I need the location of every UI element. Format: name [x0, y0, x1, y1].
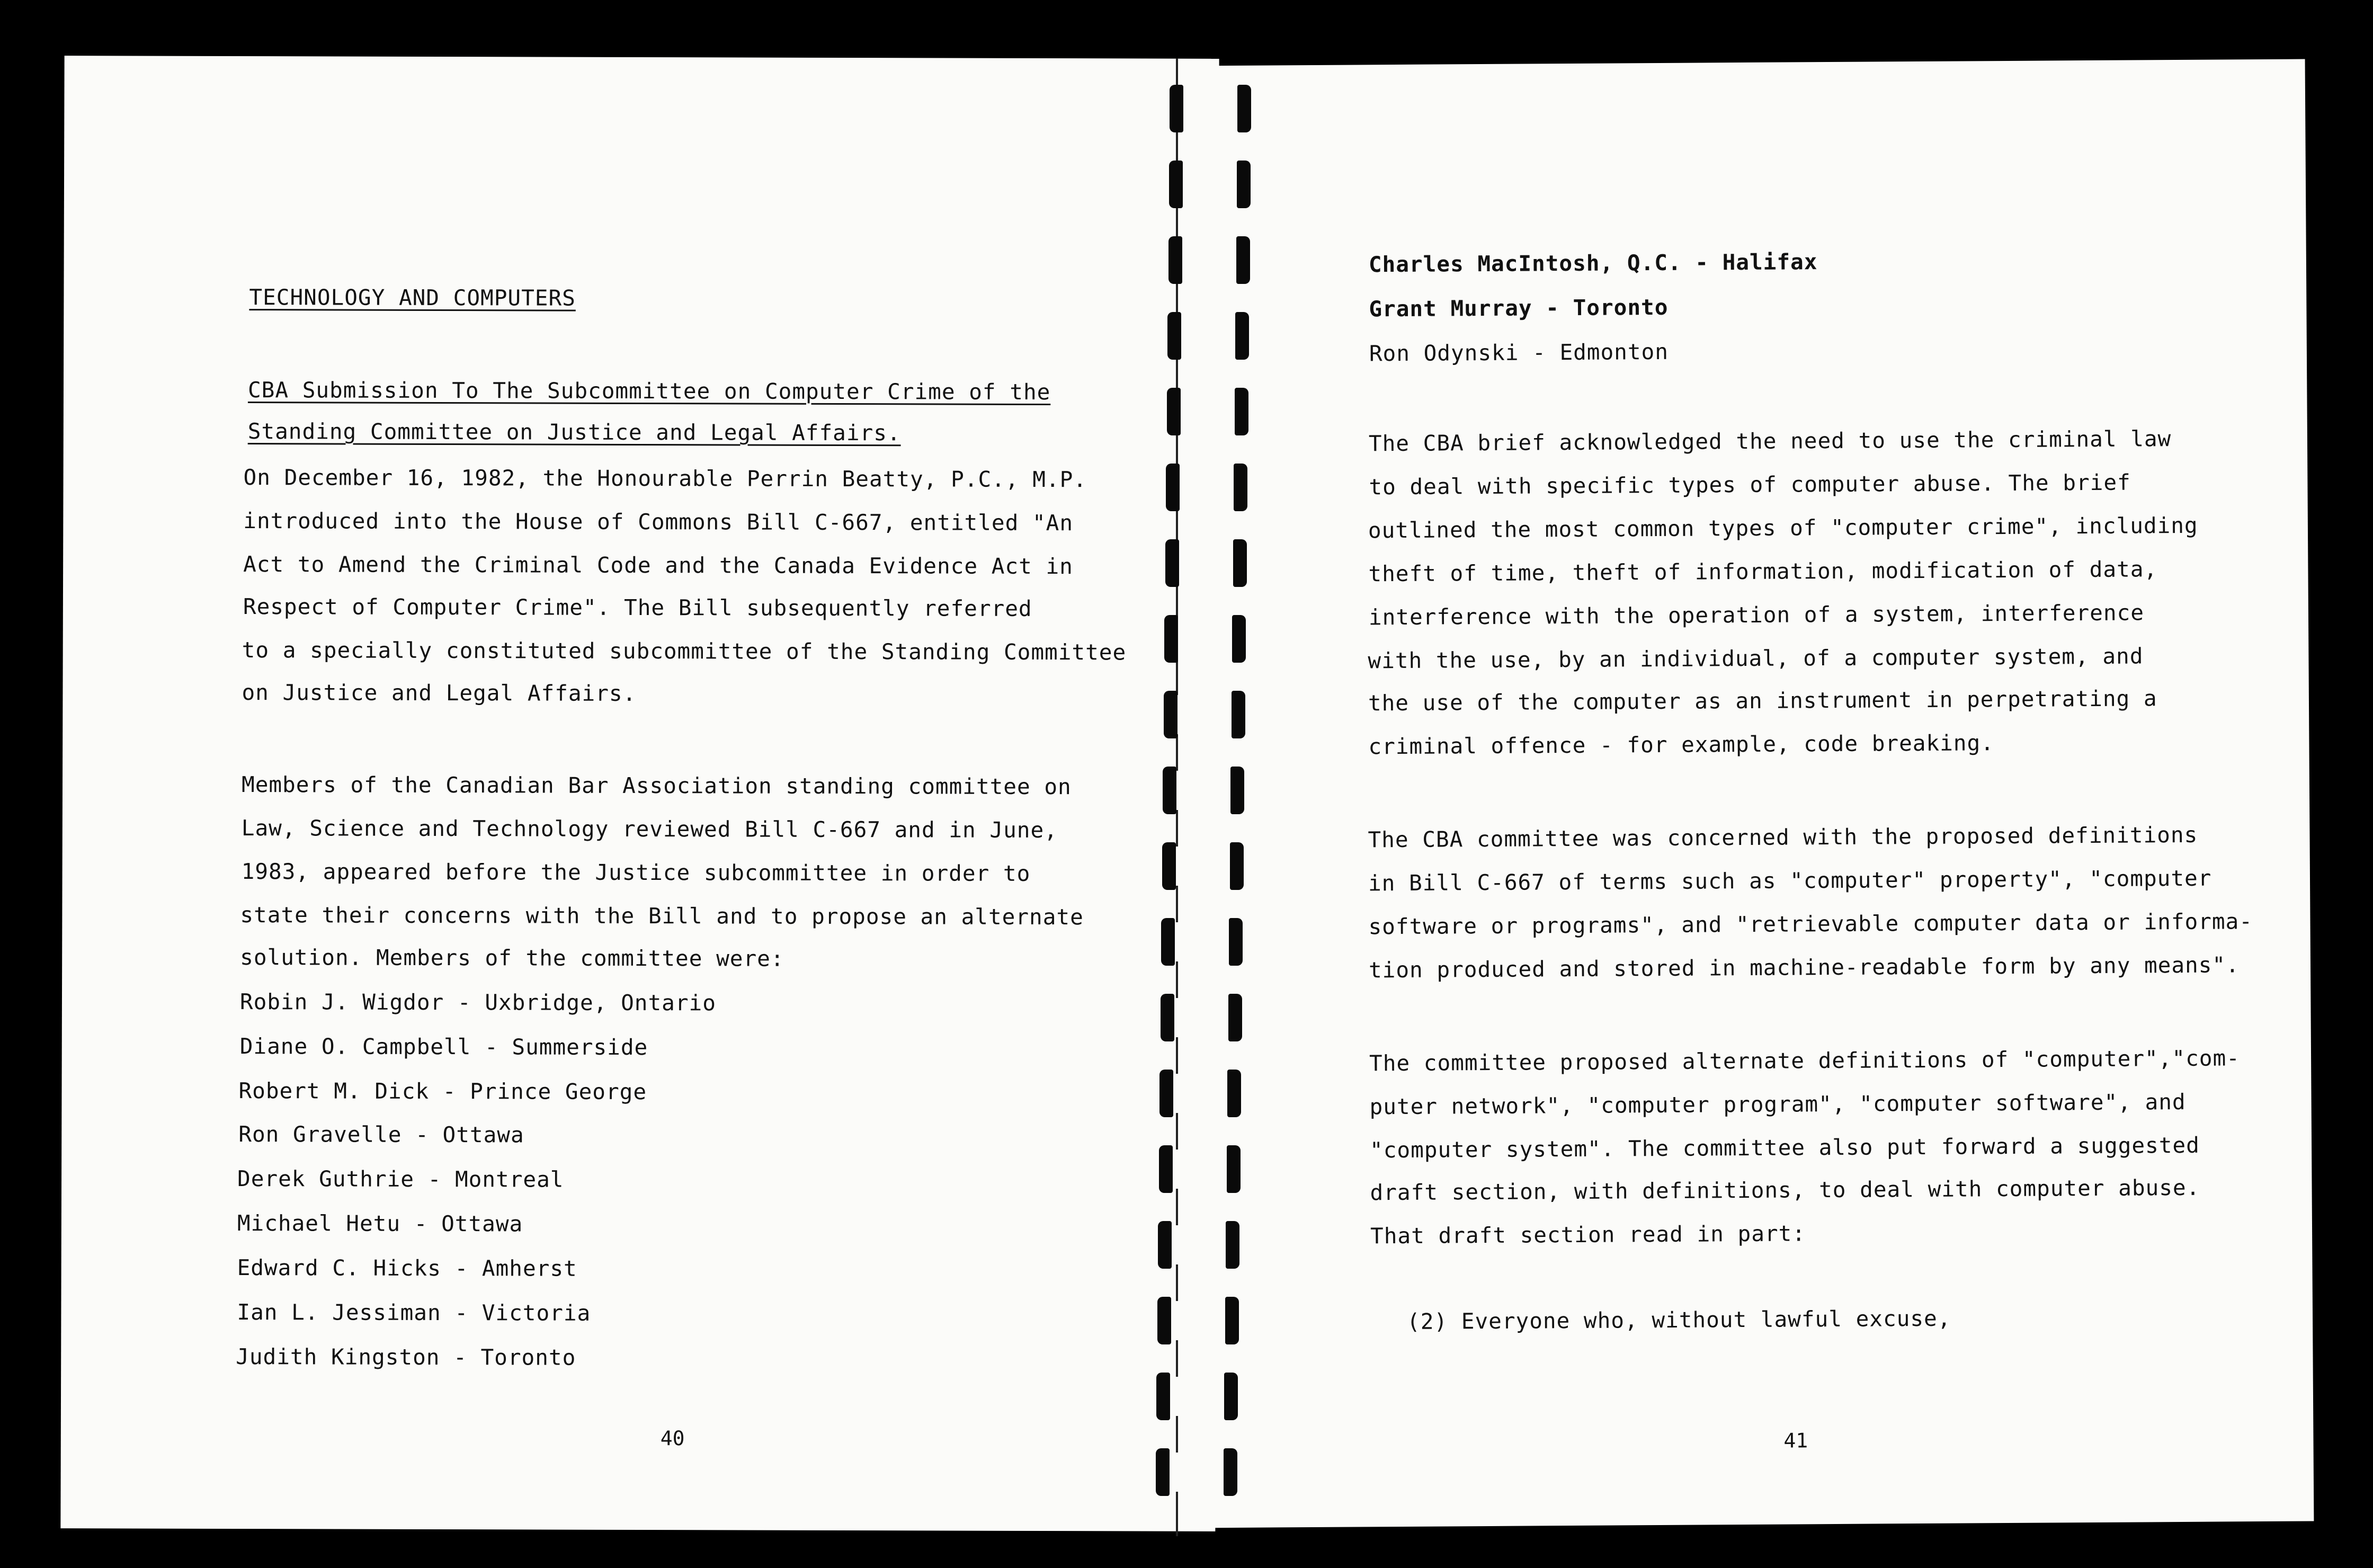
binding-coil [1152, 1373, 1242, 1420]
page-number: 40 [660, 1427, 685, 1450]
subheading-line-2: Standing Committee on Justice and Legal Affairs. [247, 418, 901, 446]
paragraph-line: interference with the operation of a system, interference [1368, 600, 2145, 630]
paragraph-line: criminal offence - for example, code breaking. [1368, 730, 1995, 760]
paragraph-line: The CBA committee was concerned with the proposed definitions [1368, 822, 2198, 853]
paragraph-line: the use of the computer as an instrument in perpetrating a [1368, 685, 2157, 716]
draft-clause: (2) Everyone who, without lawful excuse, [1406, 1305, 1951, 1334]
list-item: Charles MacIntosh, Q.C. - Halifax [1368, 249, 1818, 278]
list-item: Robin J. Wigdor - Uxbridge, Ontario [239, 989, 716, 1016]
binding-coil [1160, 615, 1250, 663]
paragraph-line: software or programs", and "retrievable computer data or informa- [1368, 908, 2253, 940]
page-number: 41 [1783, 1429, 1808, 1453]
list-item: Ron Odynski - Edmonton [1369, 338, 1669, 367]
binding-coil [1163, 312, 1253, 360]
paragraph-line: state their concerns with the Bill and to propose an alternate [240, 902, 1084, 930]
paragraph-line: The committee proposed alternate definitions of "computer","com- [1369, 1045, 2240, 1076]
binding-coil [1156, 994, 1246, 1041]
list-item: Robert M. Dick - Prince George [238, 1078, 647, 1105]
list-item: Michael Hetu - Ottawa [237, 1210, 523, 1237]
paragraph-line: introduced into the House of Commons Bill C-667, entitled "An [243, 508, 1074, 536]
paragraph-line: to a specially constituted subcommittee of the Standing Committee [242, 637, 1127, 665]
paragraph-line: in Bill C-667 of terms such as "computer" property", "computer [1368, 865, 2212, 896]
binding-coil [1154, 1221, 1244, 1269]
paragraph-line: solution. Members of the committee were: [240, 945, 784, 972]
binding-coil [1164, 236, 1254, 284]
paragraph-line: puter network", "computer program", "computer software", and [1369, 1089, 2186, 1120]
paragraph-line: on Justice and Legal Affairs. [242, 680, 637, 706]
list-item: Diane O. Campbell - Summerside [239, 1034, 648, 1061]
binding-coil [1155, 1070, 1245, 1117]
spiral-binding [1139, 64, 1245, 1536]
paragraph-line: Law, Science and Technology reviewed Bill C-667 and in June, [241, 815, 1058, 843]
binding-coil [1157, 918, 1247, 966]
subheading-line-1: CBA Submission To The Subcommittee on Computer Crime of the [247, 377, 1051, 405]
paragraph-line: outlined the most common types of "computer crime", including [1368, 512, 2198, 544]
paragraph-line: tion produced and stored in machine-readable form by any means". [1368, 952, 2240, 983]
paragraph-line: theft of time, theft of information, modification of data, [1368, 556, 2158, 587]
paragraph-line: "computer system". The committee also put forward a suggested [1369, 1132, 2200, 1163]
binding-coil [1163, 388, 1253, 435]
binding-coil [1161, 539, 1251, 587]
paragraph-line: with the use, by an individual, of a computer system, and [1368, 643, 2144, 674]
section-heading: TECHNOLOGY AND COMPUTERS [249, 284, 576, 311]
paragraph-line: Act to Amend the Criminal Code and the Canada Evidence Act in [243, 551, 1073, 580]
paragraph-line: 1983, appeared before the Justice subcommittee in order to [241, 859, 1031, 886]
binding-coil [1152, 1448, 1242, 1496]
list-item: Edward C. Hicks - Amherst [237, 1255, 577, 1281]
binding-coil [1153, 1297, 1243, 1344]
list-item: Judith Kingston - Toronto [236, 1344, 576, 1370]
members-continued-list [1177, 59, 2305, 367]
paragraph-line: Members of the Canadian Bar Association standing committee on [241, 772, 1072, 800]
list-item: Ian L. Jessiman - Victoria [237, 1299, 591, 1326]
paragraph-line: That draft section read in part: [1370, 1220, 1806, 1249]
binding-coil [1158, 767, 1248, 814]
binding-coil [1159, 691, 1250, 738]
binding-coil [1165, 85, 1255, 132]
binding-coil [1162, 464, 1252, 511]
paragraph-line: to deal with specific types of computer abuse. The brief [1369, 469, 2131, 500]
binding-coil [1165, 161, 1255, 208]
paragraph-line: Respect of Computer Crime". The Bill subsequently referred [243, 594, 1032, 621]
binding-coil [1158, 842, 1248, 890]
binding-coil [1155, 1145, 1245, 1193]
paragraph-line: draft section, with definitions, to deal with computer abuse. [1370, 1174, 2200, 1206]
right-page [1177, 59, 2314, 1528]
list-item: Grant Murray - Toronto [1369, 294, 1669, 322]
list-item: Ron Gravelle - Ottawa [238, 1121, 524, 1148]
paragraph-line: On December 16, 1982, the Honourable Perrin Beatty, P.C., M.P. [243, 465, 1087, 493]
list-item: Derek Guthrie - Montreal [237, 1166, 564, 1192]
paragraph-line: The CBA brief acknowledged the need to use the criminal law [1368, 426, 2172, 457]
left-page [60, 56, 1219, 1531]
